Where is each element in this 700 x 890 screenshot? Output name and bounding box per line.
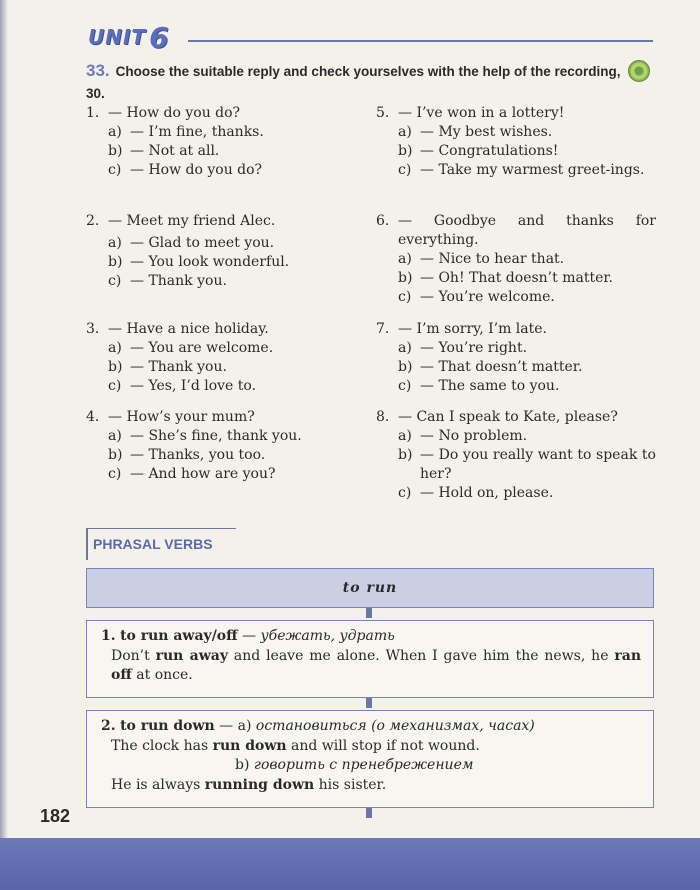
option-letter: b) [398, 447, 413, 463]
example-text: at once. [131, 667, 193, 683]
option-text: — My best wishes. [420, 124, 553, 140]
option-text: — Do you really want to speak to her? [420, 447, 656, 482]
option-letter: c) [398, 289, 412, 305]
entry-number: 2. [101, 718, 116, 734]
option-text: — The same to you. [420, 378, 560, 394]
entry-sense-b: говорить с пренебрежением [253, 757, 474, 773]
box-connector [366, 608, 372, 618]
option-letter: b) [108, 447, 123, 463]
option-text: — That doesn’t matter. [420, 359, 583, 375]
dialog-item [86, 320, 356, 396]
dialog-number: 2. [86, 213, 100, 229]
recording-number: 30. [86, 86, 105, 102]
example-text: He is always [111, 776, 205, 793]
option-letter: c) [108, 162, 122, 178]
unit-number: 6 [149, 20, 169, 54]
dialog-number: 8. [376, 409, 390, 425]
entry-sense-a: остановиться (о механизмах, часах) [255, 718, 535, 734]
option-letter: c) [108, 378, 122, 394]
phrasal-verbs-heading: PHRASAL VERBS [86, 528, 286, 560]
dialog-prompt: — Meet my friend Alec. [108, 213, 276, 229]
option-text: — Nice to hear that. [420, 251, 565, 267]
dialog-prompt: — I’m sorry, I’m late. [398, 321, 547, 337]
dialog-prompt: — Have a nice holiday. [108, 321, 269, 337]
dialog-number: 3. [86, 321, 100, 337]
example-highlight: run away [155, 647, 228, 664]
option-letter: b) [108, 143, 123, 159]
example-text: his sister. [314, 776, 387, 793]
dialog-number: 4. [86, 409, 100, 425]
option-letter: c) [108, 273, 122, 289]
option-text: — She’s fine, thank you. [130, 428, 302, 444]
entry-dash: — [237, 628, 261, 644]
example-text: The clock has [111, 737, 213, 754]
entry-example-b [101, 776, 641, 796]
page-edge-shadow [0, 0, 8, 838]
dialog-item [376, 104, 656, 180]
option-text: — Congratulations! [420, 143, 559, 159]
option-letter: b) [108, 359, 123, 375]
option-text: — I’m fine, thanks. [130, 124, 264, 140]
dialog-number: 7. [376, 321, 390, 337]
option-letter: c) [398, 378, 412, 394]
option-letter: b) [398, 359, 413, 375]
dialog-prompt: — How do you do? [108, 105, 241, 121]
sense-letter: a) [237, 718, 256, 734]
option-letter: b) [108, 254, 123, 270]
dialog-item [376, 212, 656, 307]
entry-number: 1. [101, 628, 116, 644]
sense-letter: b) [235, 757, 254, 773]
option-text: — You look wonderful. [130, 254, 290, 270]
option-letter: b) [398, 143, 413, 159]
example-highlight: run down [212, 737, 287, 754]
entry-term: to run down [120, 718, 215, 734]
option-text: — Not at all. [130, 143, 220, 159]
verb-title-bar [86, 568, 654, 608]
dialog-number: 1. [86, 105, 100, 121]
dialog-item [86, 212, 356, 291]
footer-band [0, 838, 700, 890]
entry-translation: убежать, удрать [260, 628, 395, 644]
example-highlight: running down [204, 776, 315, 793]
option-letter: c) [398, 162, 412, 178]
option-text: — Thank you. [130, 359, 227, 375]
option-letter: a) [398, 251, 412, 267]
option-text: — Glad to meet you. [130, 235, 275, 251]
option-text: — You are welcome. [130, 340, 274, 356]
box-connector [366, 698, 372, 708]
option-text: — Take my warmest greet-ings. [420, 162, 645, 178]
option-text: — And how are you? [130, 466, 276, 482]
example-text: Don’t [111, 647, 156, 664]
option-letter: a) [108, 235, 122, 251]
phrasal-verb-entry-1 [86, 620, 654, 698]
unit-word: UNIT [88, 25, 147, 49]
example-highlight: ran off [111, 647, 642, 683]
entry-sense-b-line [101, 756, 641, 776]
option-letter: a) [398, 124, 412, 140]
option-text: — You’re right. [420, 340, 528, 356]
entry-term: to run away/off [120, 628, 238, 644]
option-letter: a) [108, 340, 122, 356]
dialog-prompt: — Can I speak to Kate, please? [398, 409, 618, 425]
option-text: — Oh! That doesn’t matter. [420, 270, 613, 286]
dialog-prompt: — I’ve won in a lottery! [398, 105, 565, 121]
option-text: — No problem. [420, 428, 528, 444]
option-text: — Yes, I’d love to. [130, 378, 257, 394]
option-text: — How do you do? [130, 162, 263, 178]
example-text: and will stop if not wound. [286, 737, 480, 754]
dialog-prompt: — Goodbye and thanks for everything. [398, 213, 656, 248]
dialog-prompt: — How’s your mum? [108, 409, 255, 425]
option-letter: a) [398, 428, 412, 444]
dialog-item [86, 408, 356, 484]
verb-title: to run [342, 580, 398, 596]
phrasal-verb-entry-2 [86, 710, 654, 808]
entry-dash: — [214, 718, 238, 734]
unit-logo [88, 20, 183, 54]
option-text: — Thanks, you too. [130, 447, 266, 463]
audio-disc-icon[interactable] [628, 60, 650, 82]
dialog-item [376, 320, 656, 396]
dialog-item [376, 408, 656, 503]
option-letter: a) [398, 340, 412, 356]
exercise-instruction: Choose the suitable reply and check yourselves with the help of the recording, [115, 64, 621, 79]
option-letter: a) [108, 428, 122, 444]
option-text: — Hold on, please. [420, 485, 554, 501]
option-letter: a) [108, 124, 122, 140]
entry-example [101, 647, 641, 686]
exercise-header [86, 60, 656, 104]
exercise-number: 33. [86, 61, 110, 80]
dialog-number: 5. [376, 105, 390, 121]
box-connector [366, 808, 372, 818]
dialog-item [86, 104, 356, 180]
page-number: 182 [40, 806, 71, 826]
option-text: — Thank you. [130, 273, 227, 289]
example-text: and leave me alone. When I gave him the news, he [228, 647, 615, 664]
option-letter: b) [398, 270, 413, 286]
entry-example-a [101, 737, 641, 757]
option-letter: c) [108, 466, 122, 482]
header-rule [188, 40, 653, 42]
dialog-number: 6. [376, 213, 390, 229]
option-letter: c) [398, 485, 412, 501]
option-text: — You’re welcome. [420, 289, 555, 305]
